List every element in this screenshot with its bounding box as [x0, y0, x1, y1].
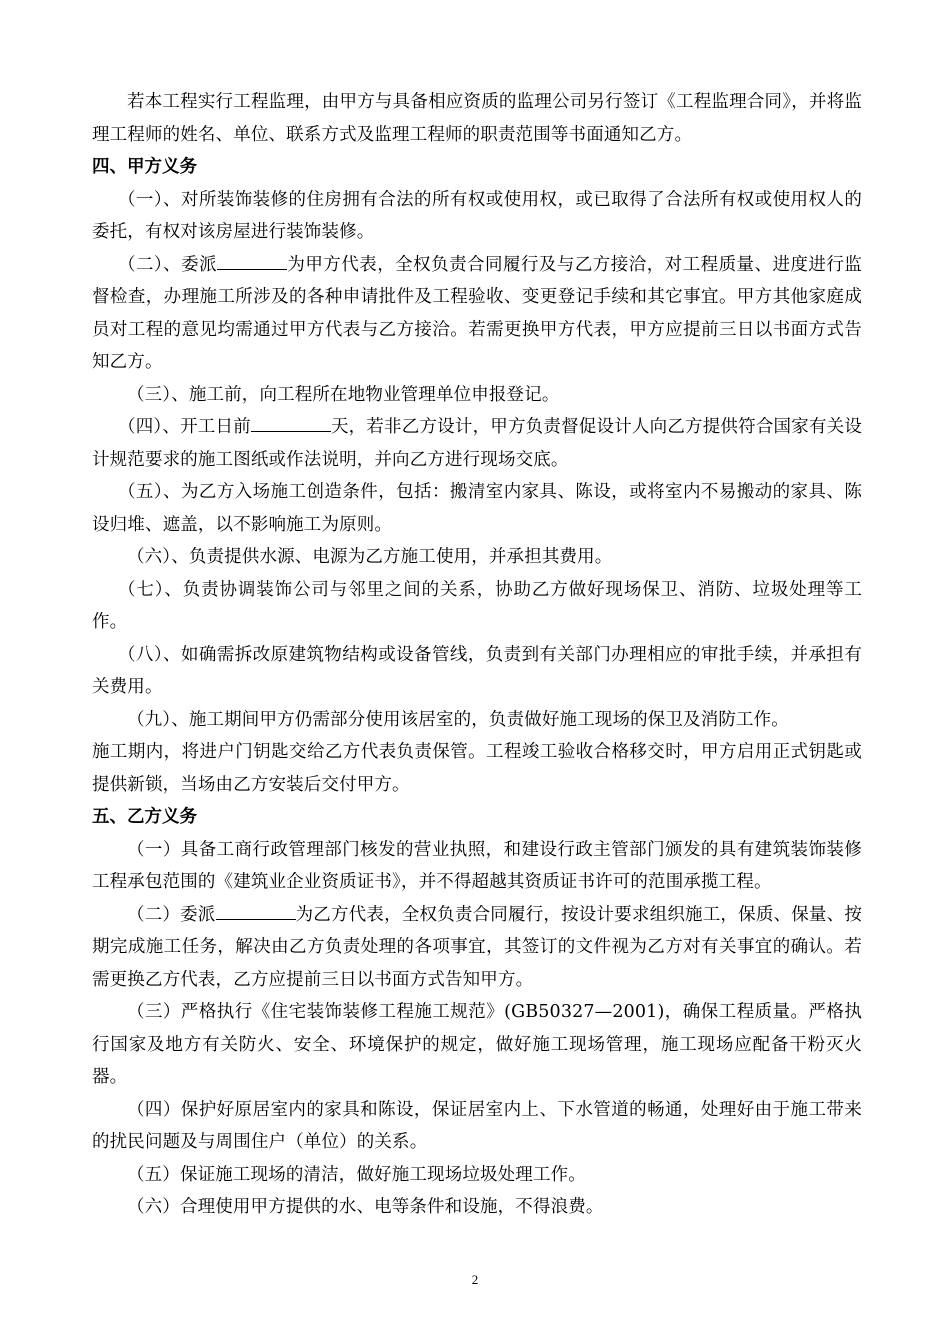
page-number: 2 [471, 1272, 479, 1287]
section-5-heading: 五、乙方义务 [92, 807, 197, 827]
section-4-clause-5: （五）、为乙方入场施工创造条件，包括：搬清室内家具、陈设，或将室内不易搬动的家具、陈设归堆、遮盖，以不影响施工为原则。 [92, 482, 862, 535]
party-b-representative-blank [216, 902, 296, 920]
clause-2-body: 为甲方代表，全权负责合同履行及与乙方接洽，对工程质量、进度进行监督检查，办理施工所涉及的各种申请批件及工程验收、变更登记手续和其它事宜。甲方其他家庭成员对工程的意见均需通过甲方代表与乙方接洽。若需更换甲方代表，甲方应提前三日以书面方式告知乙方。 [92, 254, 862, 372]
clause-4-body: 天，若非乙方设计，甲方负责督促设计人向乙方提供符合国家有关设计规范要求的施工图纸或作法说明，并向乙方进行现场交底。 [92, 417, 863, 470]
section-4-clause-8: （八）、如确需拆改原建筑物结构或设备管线，负责到有关部门办理相应的审批手续，并承担有关费用。 [92, 644, 862, 697]
section-4-clause-6: （六）、负责提供水源、电源为乙方施工使用，并承担其费用。 [127, 547, 613, 567]
section-5-clause-4: （四）保护好原居室内的家具和陈设，保证居室内上、下水管道的畅通，处理好由于施工带来的扰民问题及与周围住户（单位）的关系。 [92, 1099, 862, 1152]
document-body [92, 86, 862, 1224]
section-4-clause-9: （九）、施工期间甲方仍需部分使用该居室的，负责做好施工现场的保卫及消防工作。 [127, 709, 789, 730]
days-before-start-blank [251, 414, 331, 432]
section-4-clause-7: （七）、负责协调装饰公司与邻里之间的关系，协助乙方做好现场保卫、消防、垃圾处理等工作。 [92, 579, 862, 632]
clause-4-lead: （四）、开工日前 [118, 417, 251, 437]
section-5-clause-2 [92, 899, 862, 997]
party-a-representative-blank [217, 252, 287, 270]
section-5-clause-6: （六）合理使用甲方提供的水、电等条件和设施，不得浪费。 [127, 1197, 604, 1217]
section-4-clause-1: （一）、对所装饰装修的住房拥有合法的所有权或使用权，或已取得了合法所有权或使用权人的委托，有权对该房屋进行装饰装修。 [92, 189, 862, 242]
clause-5-2-body: 为乙方代表，全权负责合同履行，按设计要求组织施工，保质、保量、按期完成施工任务，解决由乙方负责处理的各项事宜，其签订的文件视为乙方对有关事宜的确认。若需更换乙方代表，乙方应提前三日以书面方式告知甲方。 [92, 904, 862, 990]
section-4-clause-4 [92, 411, 862, 476]
section-5-clause-3: （三）严格执行《住宅装饰装修工程施工规范》(GB50327—2001)，确保工程质量。严格执行国家及地方有关防火、安全、环境保护的规定，做好施工现场管理，施工现场应配备干粉灭火器。 [92, 1002, 862, 1087]
section-5-clause-1: （一）具备工商行政管理部门核发的营业执照，和建设行政主管部门颁发的具有建筑装饰装修工程承包范围的《建筑业企业资质证书》，并不得超越其资质证书许可的范围承揽工程。 [92, 839, 862, 892]
section-5-clause-5: （五）保证施工现场的清洁，做好施工现场垃圾处理工作。 [127, 1164, 586, 1185]
clause-5-2-lead: （二）委派 [127, 904, 216, 925]
supervision-paragraph: 若本工程实行工程监理，由甲方与具备相应资质的监理公司另行签订《工程监理合同》，并将监理工程师的姓名、单位、联系方式及监理工程师的职责范围等书面通知乙方。 [92, 92, 862, 145]
section-4-clause-2 [92, 249, 862, 379]
section-4-heading: 四、甲方义务 [92, 157, 197, 177]
clause-2-lead: （二）、委派 [118, 254, 218, 275]
section-4-clause-9-continued: 施工期内，将进户门钥匙交给乙方代表负责保管。工程竣工验收合格移交时，甲方启用正式钥匙或提供新锁，当场由乙方安装后交付甲方。 [92, 742, 862, 795]
section-4-clause-3: （三）、施工前，向工程所在地物业管理单位申报登记。 [127, 384, 560, 405]
